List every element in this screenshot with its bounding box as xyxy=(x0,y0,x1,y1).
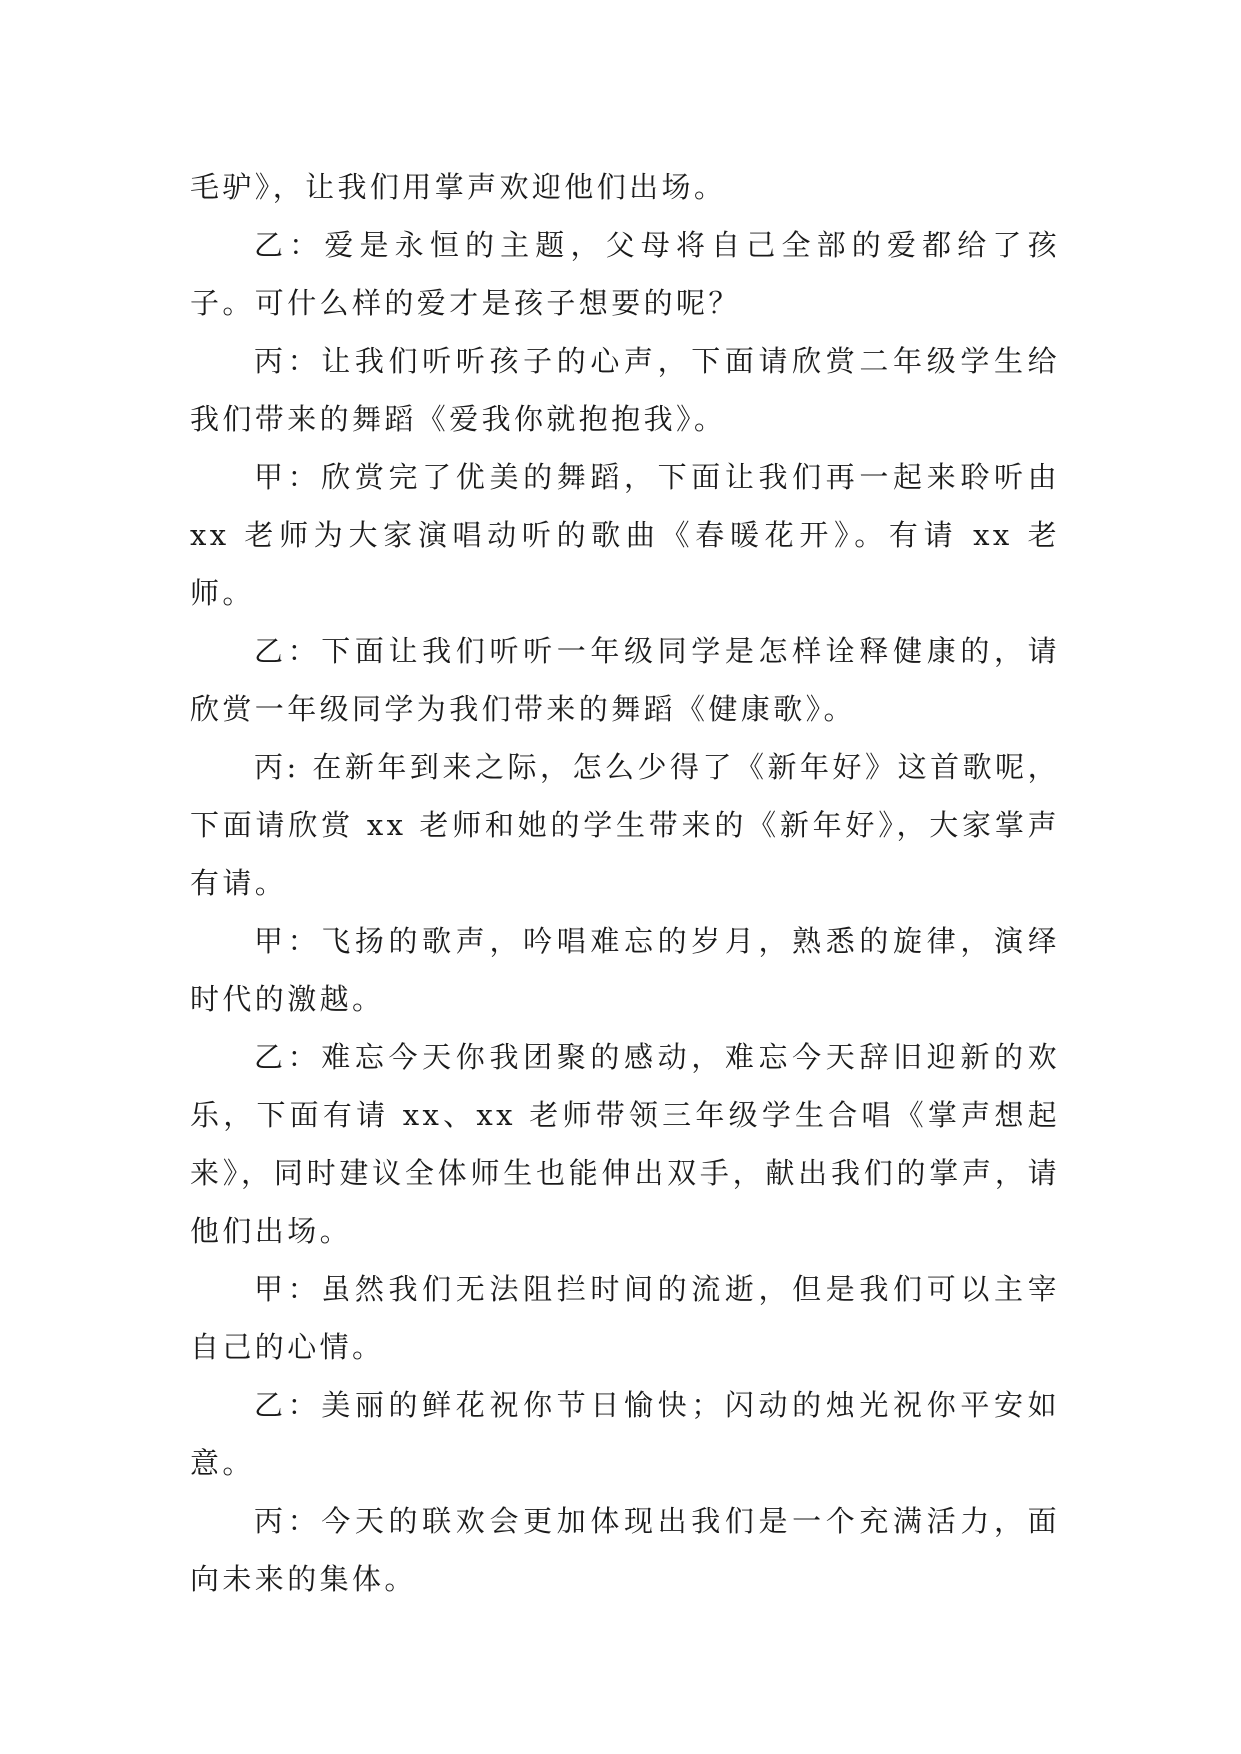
paragraph-jia-time-passing: 甲：虽然我们无法阻拦时间的流逝，但是我们可以主宰自己的心情。 xyxy=(190,1272,1060,1364)
paragraph-continuation: 毛驴》，让我们用掌声欢迎他们出场。 xyxy=(190,170,727,204)
paragraph-yi-grade-three-chorus: 乙：难忘今天你我团聚的感动，难忘今天辞旧迎新的欢乐，下面有请 xx、xx 老师带领三年级学生合唱《掌声想起来》，同时建议全体师生也能伸出双手，献出我们的掌声，请他们出场。 xyxy=(190,1040,1060,1248)
paragraph-bing-grade-two-dance: 丙：让我们听听孩子的心声，下面请欣赏二年级学生给我们带来的舞蹈《爱我你就抱抱我》。 xyxy=(190,344,1060,436)
paragraph-bing-party-vitality: 丙：今天的联欢会更加体现出我们是一个充满活力，面向未来的集体。 xyxy=(190,1504,1060,1596)
document-body xyxy=(190,158,1060,1608)
paragraph-yi-love-theme: 乙：爱是永恒的主题，父母将自己全部的爱都给了孩子。可什么样的爱才是孩子想要的呢？ xyxy=(190,228,1060,320)
paragraph-bing-new-year-song: 丙: 在新年到来之际，怎么少得了《新年好》这首歌呢，下面请欣赏 xx 老师和她的学生带来的《新年好》，大家掌声有请。 xyxy=(190,750,1060,900)
paragraph-yi-flowers-wishes: 乙：美丽的鲜花祝你节日愉快；闪动的烛光祝你平安如意。 xyxy=(190,1388,1060,1480)
paragraph-jia-teacher-song: 甲：欣赏完了优美的舞蹈，下面让我们再一起来聆听由 xx 老师为大家演唱动听的歌曲《春暖花开》。有请 xx 老师。 xyxy=(190,460,1060,610)
paragraph-yi-health-dance: 乙：下面让我们听听一年级同学是怎样诠释健康的，请欣赏一年级同学为我们带来的舞蹈《健康歌》。 xyxy=(190,634,1060,726)
paragraph-jia-songs-melody: 甲：飞扬的歌声，吟唱难忘的岁月，熟悉的旋律，演绎时代的激越。 xyxy=(190,924,1060,1016)
